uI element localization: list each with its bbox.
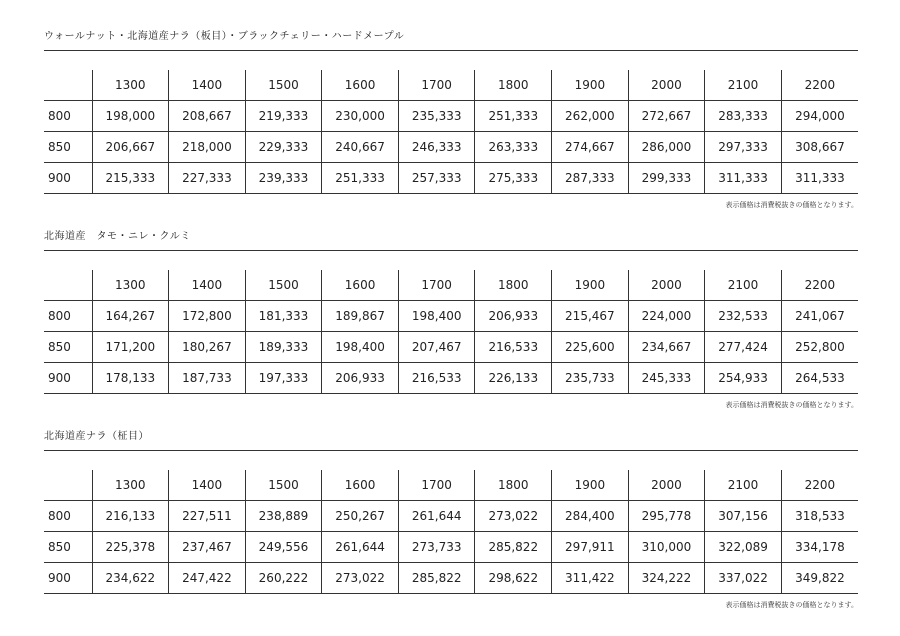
table-row	[44, 101, 858, 132]
price-cell: 264,533	[781, 363, 858, 394]
price-cell: 308,667	[781, 132, 858, 163]
price-table	[44, 270, 858, 394]
price-cell: 254,933	[705, 363, 782, 394]
price-cell: 250,267	[322, 501, 399, 532]
table-row	[44, 563, 858, 594]
price-cell: 235,733	[552, 363, 629, 394]
price-cell: 224,000	[628, 301, 705, 332]
title-divider	[44, 250, 858, 251]
width-header: 2000	[628, 270, 705, 301]
price-cell: 178,133	[92, 363, 169, 394]
price-cell: 238,889	[245, 501, 322, 532]
price-cell: 285,822	[475, 532, 552, 563]
width-header: 1700	[398, 270, 475, 301]
price-cell: 198,400	[322, 332, 399, 363]
width-header: 1400	[169, 470, 246, 501]
width-header: 1600	[322, 270, 399, 301]
height-header: 850	[48, 340, 71, 354]
price-cell: 189,867	[322, 301, 399, 332]
price-cell: 299,333	[628, 163, 705, 194]
price-cell: 263,333	[475, 132, 552, 163]
price-cell: 207,467	[398, 332, 475, 363]
width-header: 1700	[398, 470, 475, 501]
width-header: 1600	[322, 70, 399, 101]
price-cell: 324,222	[628, 563, 705, 594]
price-cell: 172,800	[169, 301, 246, 332]
width-header: 1600	[322, 470, 399, 501]
price-cell: 235,333	[398, 101, 475, 132]
price-cell: 247,422	[169, 563, 246, 594]
price-cell: 216,533	[398, 363, 475, 394]
price-section-1	[44, 30, 858, 210]
width-header: 2000	[628, 70, 705, 101]
price-cell: 189,333	[245, 332, 322, 363]
tax-note: 表示価格は消費税抜きの価格となります。	[725, 401, 858, 409]
price-cell: 171,200	[92, 332, 169, 363]
price-cell: 274,667	[552, 132, 629, 163]
price-cell: 273,733	[398, 532, 475, 563]
price-cell: 197,333	[245, 363, 322, 394]
price-cell: 261,644	[322, 532, 399, 563]
price-cell: 239,333	[245, 163, 322, 194]
price-cell: 227,333	[169, 163, 246, 194]
corner-cell	[44, 70, 92, 101]
height-header: 800	[48, 509, 71, 523]
price-cell: 206,933	[322, 363, 399, 394]
price-cell: 219,333	[245, 101, 322, 132]
price-cell: 298,622	[475, 563, 552, 594]
width-header: 1500	[245, 70, 322, 101]
price-cell: 187,733	[169, 363, 246, 394]
price-cell: 234,667	[628, 332, 705, 363]
price-cell: 206,667	[92, 132, 169, 163]
price-cell: 262,000	[552, 101, 629, 132]
width-header: 1800	[475, 470, 552, 501]
tax-note: 表示価格は消費税抜きの価格となります。	[725, 601, 858, 609]
price-cell: 311,333	[705, 163, 782, 194]
table-row	[44, 132, 858, 163]
price-cell: 285,822	[398, 563, 475, 594]
width-header: 1500	[245, 470, 322, 501]
price-cell: 180,267	[169, 332, 246, 363]
price-cell: 273,022	[322, 563, 399, 594]
table-row	[44, 301, 858, 332]
price-cell: 225,378	[92, 532, 169, 563]
corner-cell	[44, 270, 92, 301]
width-header-row	[44, 70, 858, 101]
price-cell: 229,333	[245, 132, 322, 163]
price-table	[44, 70, 858, 194]
price-cell: 273,022	[475, 501, 552, 532]
width-header: 1500	[245, 270, 322, 301]
price-cell: 272,667	[628, 101, 705, 132]
price-cell: 237,467	[169, 532, 246, 563]
height-header: 850	[48, 140, 71, 154]
price-cell: 337,022	[705, 563, 782, 594]
width-header: 2200	[781, 70, 858, 101]
width-header: 1700	[398, 70, 475, 101]
title-divider	[44, 50, 858, 51]
price-cell: 208,667	[169, 101, 246, 132]
price-cell: 287,333	[552, 163, 629, 194]
price-cell: 311,422	[552, 563, 629, 594]
width-header: 1300	[92, 470, 169, 501]
width-header: 2200	[781, 470, 858, 501]
price-cell: 295,778	[628, 501, 705, 532]
price-cell: 251,333	[322, 163, 399, 194]
price-cell: 277,424	[705, 332, 782, 363]
height-header: 900	[48, 571, 71, 585]
price-cell: 334,178	[781, 532, 858, 563]
width-header: 1900	[552, 270, 629, 301]
width-header: 2100	[705, 70, 782, 101]
price-cell: 249,556	[245, 532, 322, 563]
price-cell: 311,333	[781, 163, 858, 194]
price-cell: 230,000	[322, 101, 399, 132]
price-cell: 261,644	[398, 501, 475, 532]
tax-note: 表示価格は消費税抜きの価格となります。	[725, 201, 858, 209]
height-header: 900	[48, 371, 71, 385]
price-cell: 198,400	[398, 301, 475, 332]
width-header: 1400	[169, 70, 246, 101]
section-title: 北海道産 タモ・ニレ・クルミ	[44, 231, 191, 242]
price-cell: 206,933	[475, 301, 552, 332]
price-cell: 252,800	[781, 332, 858, 363]
section-title: ウォールナット・北海道産ナラ（板目）・ブラックチェリー・ハードメープル	[44, 31, 405, 42]
price-cell: 322,089	[705, 532, 782, 563]
table-row	[44, 163, 858, 194]
width-header: 1400	[169, 270, 246, 301]
width-header-row	[44, 270, 858, 301]
price-cell: 297,911	[552, 532, 629, 563]
title-divider	[44, 450, 858, 451]
price-cell: 164,267	[92, 301, 169, 332]
width-header: 1900	[552, 70, 629, 101]
price-cell: 227,511	[169, 501, 246, 532]
price-cell: 216,133	[92, 501, 169, 532]
price-cell: 234,622	[92, 563, 169, 594]
table-row	[44, 532, 858, 563]
price-cell: 307,156	[705, 501, 782, 532]
section-title: 北海道産ナラ（柾目）	[44, 431, 149, 442]
price-cell: 349,822	[781, 563, 858, 594]
width-header: 1800	[475, 270, 552, 301]
price-cell: 294,000	[781, 101, 858, 132]
price-cell: 225,600	[552, 332, 629, 363]
price-cell: 310,000	[628, 532, 705, 563]
price-cell: 275,333	[475, 163, 552, 194]
table-row	[44, 363, 858, 394]
price-cell: 284,400	[552, 501, 629, 532]
width-header: 2100	[705, 470, 782, 501]
price-cell: 246,333	[398, 132, 475, 163]
width-header: 1300	[92, 270, 169, 301]
price-cell: 215,467	[552, 301, 629, 332]
price-cell: 283,333	[705, 101, 782, 132]
price-cell: 245,333	[628, 363, 705, 394]
height-header: 900	[48, 171, 71, 185]
corner-cell	[44, 470, 92, 501]
price-cell: 218,000	[169, 132, 246, 163]
price-cell: 226,133	[475, 363, 552, 394]
table-row	[44, 332, 858, 363]
price-cell: 215,333	[92, 163, 169, 194]
price-cell: 297,333	[705, 132, 782, 163]
width-header-row	[44, 470, 858, 501]
price-cell: 257,333	[398, 163, 475, 194]
price-cell: 241,067	[781, 301, 858, 332]
price-section-2	[44, 230, 858, 410]
price-cell: 232,533	[705, 301, 782, 332]
price-cell: 216,533	[475, 332, 552, 363]
price-cell: 240,667	[322, 132, 399, 163]
price-cell: 286,000	[628, 132, 705, 163]
price-section-3	[44, 430, 858, 610]
width-header: 2200	[781, 270, 858, 301]
height-header: 800	[48, 309, 71, 323]
width-header: 1900	[552, 470, 629, 501]
height-header: 800	[48, 109, 71, 123]
price-cell: 251,333	[475, 101, 552, 132]
table-row	[44, 501, 858, 532]
price-cell: 318,533	[781, 501, 858, 532]
height-header: 850	[48, 540, 71, 554]
width-header: 1300	[92, 70, 169, 101]
price-cell: 260,222	[245, 563, 322, 594]
price-table	[44, 470, 858, 594]
width-header: 2000	[628, 470, 705, 501]
price-cell: 181,333	[245, 301, 322, 332]
width-header: 1800	[475, 70, 552, 101]
price-cell: 198,000	[92, 101, 169, 132]
width-header: 2100	[705, 270, 782, 301]
